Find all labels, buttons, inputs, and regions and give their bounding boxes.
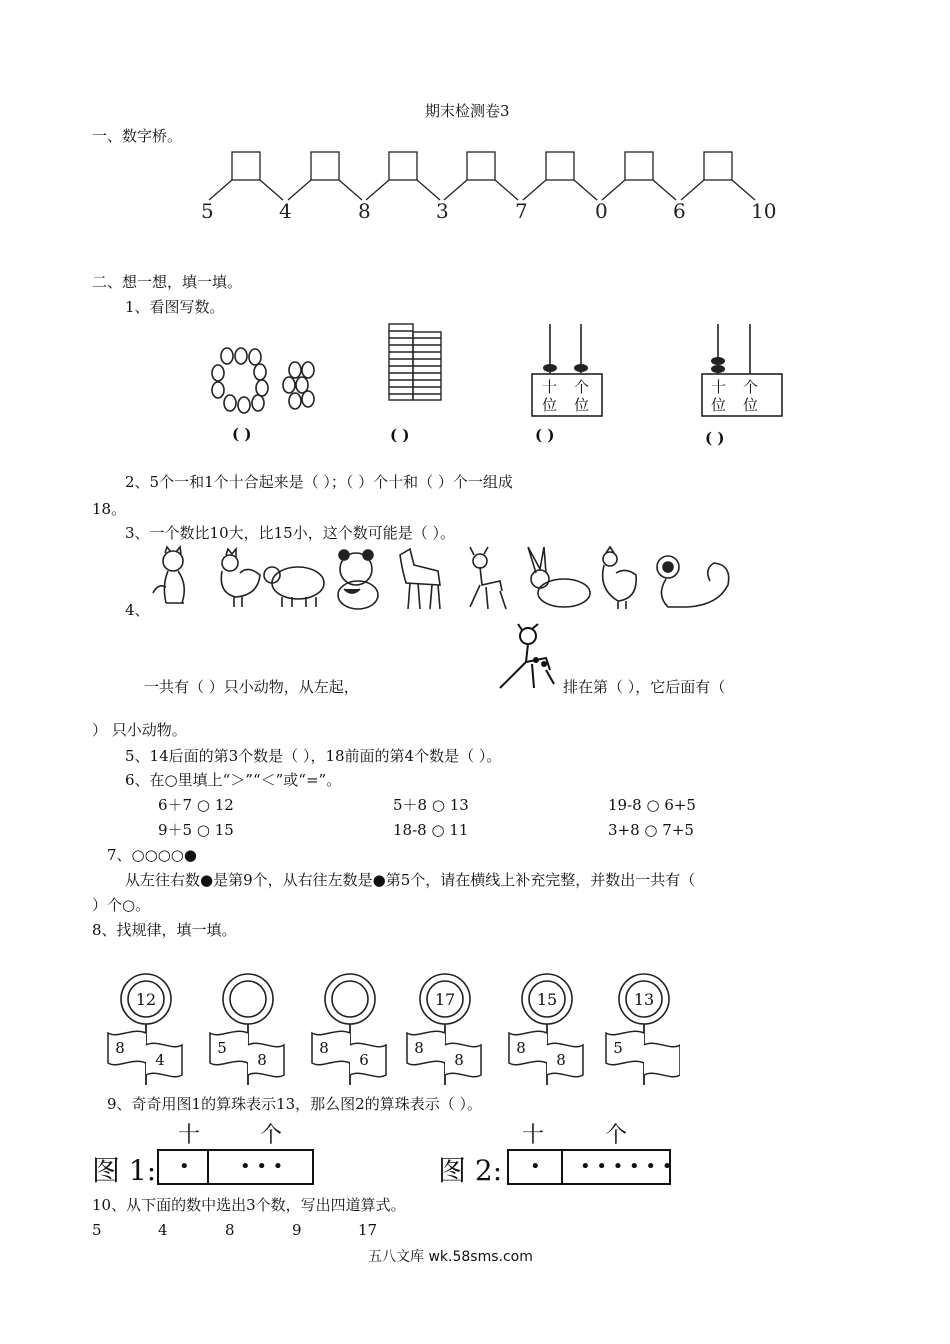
fig2-ones-beads: • • • • • • — [580, 1156, 673, 1177]
number-bridge — [195, 148, 785, 228]
flower-top-number: 13 — [633, 990, 655, 1009]
fig1-label: 图 1: — [92, 1154, 157, 1187]
q6-expression: 9＋5 ○ 15 — [158, 821, 234, 839]
bridge-number: 10 — [751, 199, 777, 223]
q6-expression: 5＋8 ○ 13 — [393, 796, 469, 814]
q7-label: 7、○○○○● — [107, 846, 197, 864]
abacus-tens-label: 十 — [711, 378, 727, 396]
fig1-ones-beads: • • • — [240, 1156, 284, 1177]
flower-card — [606, 974, 680, 1085]
flower-top-number: 17 — [434, 990, 456, 1009]
flower-right-number: 8 — [556, 1051, 566, 1069]
rooster-icon — [221, 549, 260, 607]
hen-icon — [603, 547, 637, 609]
fig2-tens-label: 十 — [522, 1123, 545, 1148]
flower-right-number: 4 — [155, 1051, 165, 1069]
abacus-ones-label: 个 — [743, 378, 759, 396]
horse-icon — [400, 549, 440, 609]
q10-number: 17 — [358, 1221, 378, 1239]
abacus-tens-label: 十 — [542, 378, 558, 396]
q1-answer-blank[interactable]: ( ) — [232, 425, 252, 443]
q6-expression: 19-8 ○ 6+5 — [608, 796, 696, 814]
q3-text: 3、一个数比10大，比15小，这个数可能是（ ）。 — [125, 524, 455, 542]
stick-bundle-picture — [386, 322, 446, 404]
q10-number: 5 — [92, 1221, 102, 1239]
q10-number: 8 — [225, 1221, 235, 1239]
squirrel-icon — [657, 556, 729, 607]
bridge-number: 6 — [673, 199, 686, 223]
section-2-heading: 二、想一想，填一填。 — [92, 273, 243, 291]
abacus-tens-unit: 位 — [542, 396, 558, 414]
q1-answer-blank[interactable]: ( ) — [705, 429, 725, 447]
q6-expression: 3+8 ○ 7+5 — [608, 821, 694, 839]
abacus-picture-1 — [528, 322, 608, 422]
bridge-number: 3 — [436, 199, 449, 223]
fig1-tens-label: 十 — [178, 1123, 201, 1148]
section-1-heading: 一、数字桥。 — [92, 127, 183, 145]
flower-top-number: 15 — [536, 990, 558, 1009]
flower-left-number: 8 — [115, 1039, 125, 1057]
panda-icon — [338, 550, 378, 609]
q4-part3: ） 只小动物。 — [92, 721, 187, 739]
q6-expression: 6＋7 ○ 12 — [158, 796, 234, 814]
footer-watermark: 五八文库 wk.58sms.com — [368, 1249, 533, 1265]
deer-icon — [494, 622, 560, 692]
q4-part2: 排在第（ ），它后面有（ — [563, 678, 726, 696]
bridge-number: 5 — [201, 199, 214, 223]
flower-card — [509, 974, 583, 1085]
flower-left-number: 8 — [414, 1039, 424, 1057]
fig1-ones-label: 个 — [260, 1123, 283, 1148]
flower-left-number: 5 — [217, 1039, 227, 1057]
bead-ring-picture — [205, 345, 320, 420]
q9-text: 9、奇奇用图1的算珠表示13，那么图2的算珠表示（ ）。 — [107, 1095, 482, 1113]
deer-icon — [470, 547, 506, 609]
q5-text: 5、14后面的第3个数是（ ），18前面的第4个数是（ ）。 — [125, 747, 502, 765]
abacus-tens-unit: 位 — [711, 396, 727, 414]
flower-top-number: 12 — [135, 990, 157, 1009]
bridge-number: 0 — [595, 199, 608, 223]
bridge-number: 8 — [358, 199, 371, 223]
q10-number: 9 — [292, 1221, 302, 1239]
abacus-picture-2 — [698, 322, 788, 422]
q8-label: 8、找规律，填一填。 — [92, 921, 237, 939]
q1-label: 1、看图写数。 — [125, 298, 225, 316]
q10-number: 4 — [158, 1221, 168, 1239]
q7-line2: ）个○。 — [92, 896, 151, 914]
q1-answer-blank[interactable]: ( ) — [390, 426, 410, 444]
animal-row — [148, 545, 738, 613]
sheep-icon — [264, 567, 324, 607]
cat-icon — [153, 547, 184, 603]
q2-line1: 2、5个一和1个十合起来是（ ）；（ ）个十和（ ）个一组成 — [125, 473, 513, 491]
q7-line1: 从左往右数●是第9个，从右往左数是●第5个，请在横线上补充完整，并数出一共有（ — [125, 871, 696, 889]
bridge-number: 7 — [515, 199, 528, 223]
flower-right-number: 6 — [359, 1051, 369, 1069]
page-title: 期末检测卷3 — [425, 102, 510, 120]
flower-card — [210, 974, 284, 1085]
abacus-ones-unit: 位 — [574, 396, 590, 414]
flower-card — [312, 974, 386, 1085]
flower-right-number: 8 — [454, 1051, 464, 1069]
abacus-ones-unit: 位 — [743, 396, 759, 414]
flower-right-number: 8 — [257, 1051, 267, 1069]
flower-pattern — [100, 965, 680, 1090]
abacus-ones-label: 个 — [574, 378, 590, 396]
fig2-tens-beads: • — [530, 1156, 541, 1177]
q4-part1: 一共有（ ）只小动物，从左起， — [144, 678, 359, 696]
fig1-tens-beads: • — [179, 1156, 190, 1177]
q4-label: 4、 — [125, 601, 150, 619]
rabbit-icon — [528, 547, 590, 607]
q6-expression: 18-8 ○ 11 — [393, 821, 469, 839]
q10-text: 10、从下面的数中选出3个数，写出四道算式。 — [92, 1196, 406, 1214]
q2-line2: 18。 — [92, 500, 127, 518]
bridge-number: 4 — [279, 199, 292, 223]
flower-card — [407, 974, 481, 1085]
flower-left-number: 8 — [516, 1039, 526, 1057]
flower-card — [108, 974, 182, 1085]
flower-left-number: 5 — [613, 1039, 623, 1057]
q6-label: 6、在○里填上“＞”“＜”或“=”。 — [125, 771, 342, 789]
q1-answer-blank[interactable]: ( ) — [535, 426, 555, 444]
flower-left-number: 8 — [319, 1039, 329, 1057]
fig2-ones-label: 个 — [605, 1123, 628, 1148]
fig2-label: 图 2: — [438, 1154, 503, 1187]
bead-figures — [90, 1122, 690, 1192]
